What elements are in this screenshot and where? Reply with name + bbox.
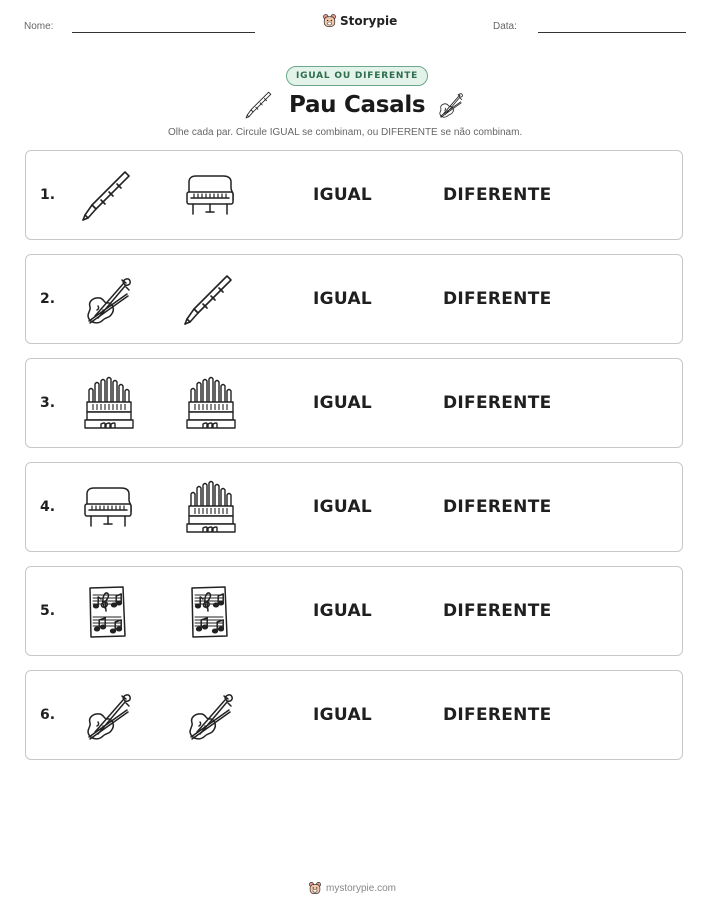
name-field[interactable] [72,32,255,33]
storypie-logo [322,13,397,28]
option-igual[interactable]: IGUAL [313,393,373,413]
option-igual[interactable]: IGUAL [313,601,373,621]
piano-icon [79,480,135,536]
date-field[interactable] [538,32,686,33]
bear-icon [322,13,337,28]
violin-icon [79,688,135,744]
question-row [25,566,683,656]
option-diferente[interactable]: DIFERENTE [443,185,552,205]
question-row [25,358,683,448]
organ-icon [181,376,237,432]
instructions: Olhe cada par. Circule IGUAL se combinam, ou DIFERENTE se não combinam. [168,127,523,138]
question-number: 5. [40,603,56,619]
option-igual[interactable]: IGUAL [313,289,373,309]
option-igual[interactable]: IGUAL [313,705,373,725]
option-diferente[interactable]: DIFERENTE [443,497,552,517]
page-title: Pau Casals [289,92,426,118]
oboe-icon [244,90,274,120]
sheet-music-icon [181,584,237,640]
name-label: Nome: [24,21,54,32]
organ-icon [181,480,237,536]
option-diferente[interactable]: DIFERENTE [443,393,552,413]
organ-icon [79,376,135,432]
question-row [25,670,683,760]
worksheet-type-badge: IGUAL OU DIFERENTE [286,66,428,86]
option-diferente[interactable]: DIFERENTE [443,289,552,309]
question-number: 1. [40,187,56,203]
violin-icon [79,272,135,328]
oboe-icon [79,168,135,224]
option-diferente[interactable]: DIFERENTE [443,705,552,725]
brand-name: Storypie [340,13,398,28]
option-igual[interactable]: IGUAL [313,185,373,205]
violin-icon [181,688,237,744]
question-number: 2. [40,291,56,307]
question-number: 3. [40,395,56,411]
footer [308,881,396,895]
question-number: 4. [40,499,56,515]
oboe-icon [181,272,237,328]
footer-site: mystorypie.com [326,882,397,894]
option-diferente[interactable]: DIFERENTE [443,601,552,621]
question-number: 6. [40,707,56,723]
question-row [25,462,683,552]
question-row [25,254,683,344]
piano-icon [181,168,237,224]
option-igual[interactable]: IGUAL [313,497,373,517]
question-row [25,150,683,240]
violin-icon [435,90,465,120]
date-label: Data: [493,21,517,32]
bear-icon [308,881,322,895]
sheet-music-icon [79,584,135,640]
